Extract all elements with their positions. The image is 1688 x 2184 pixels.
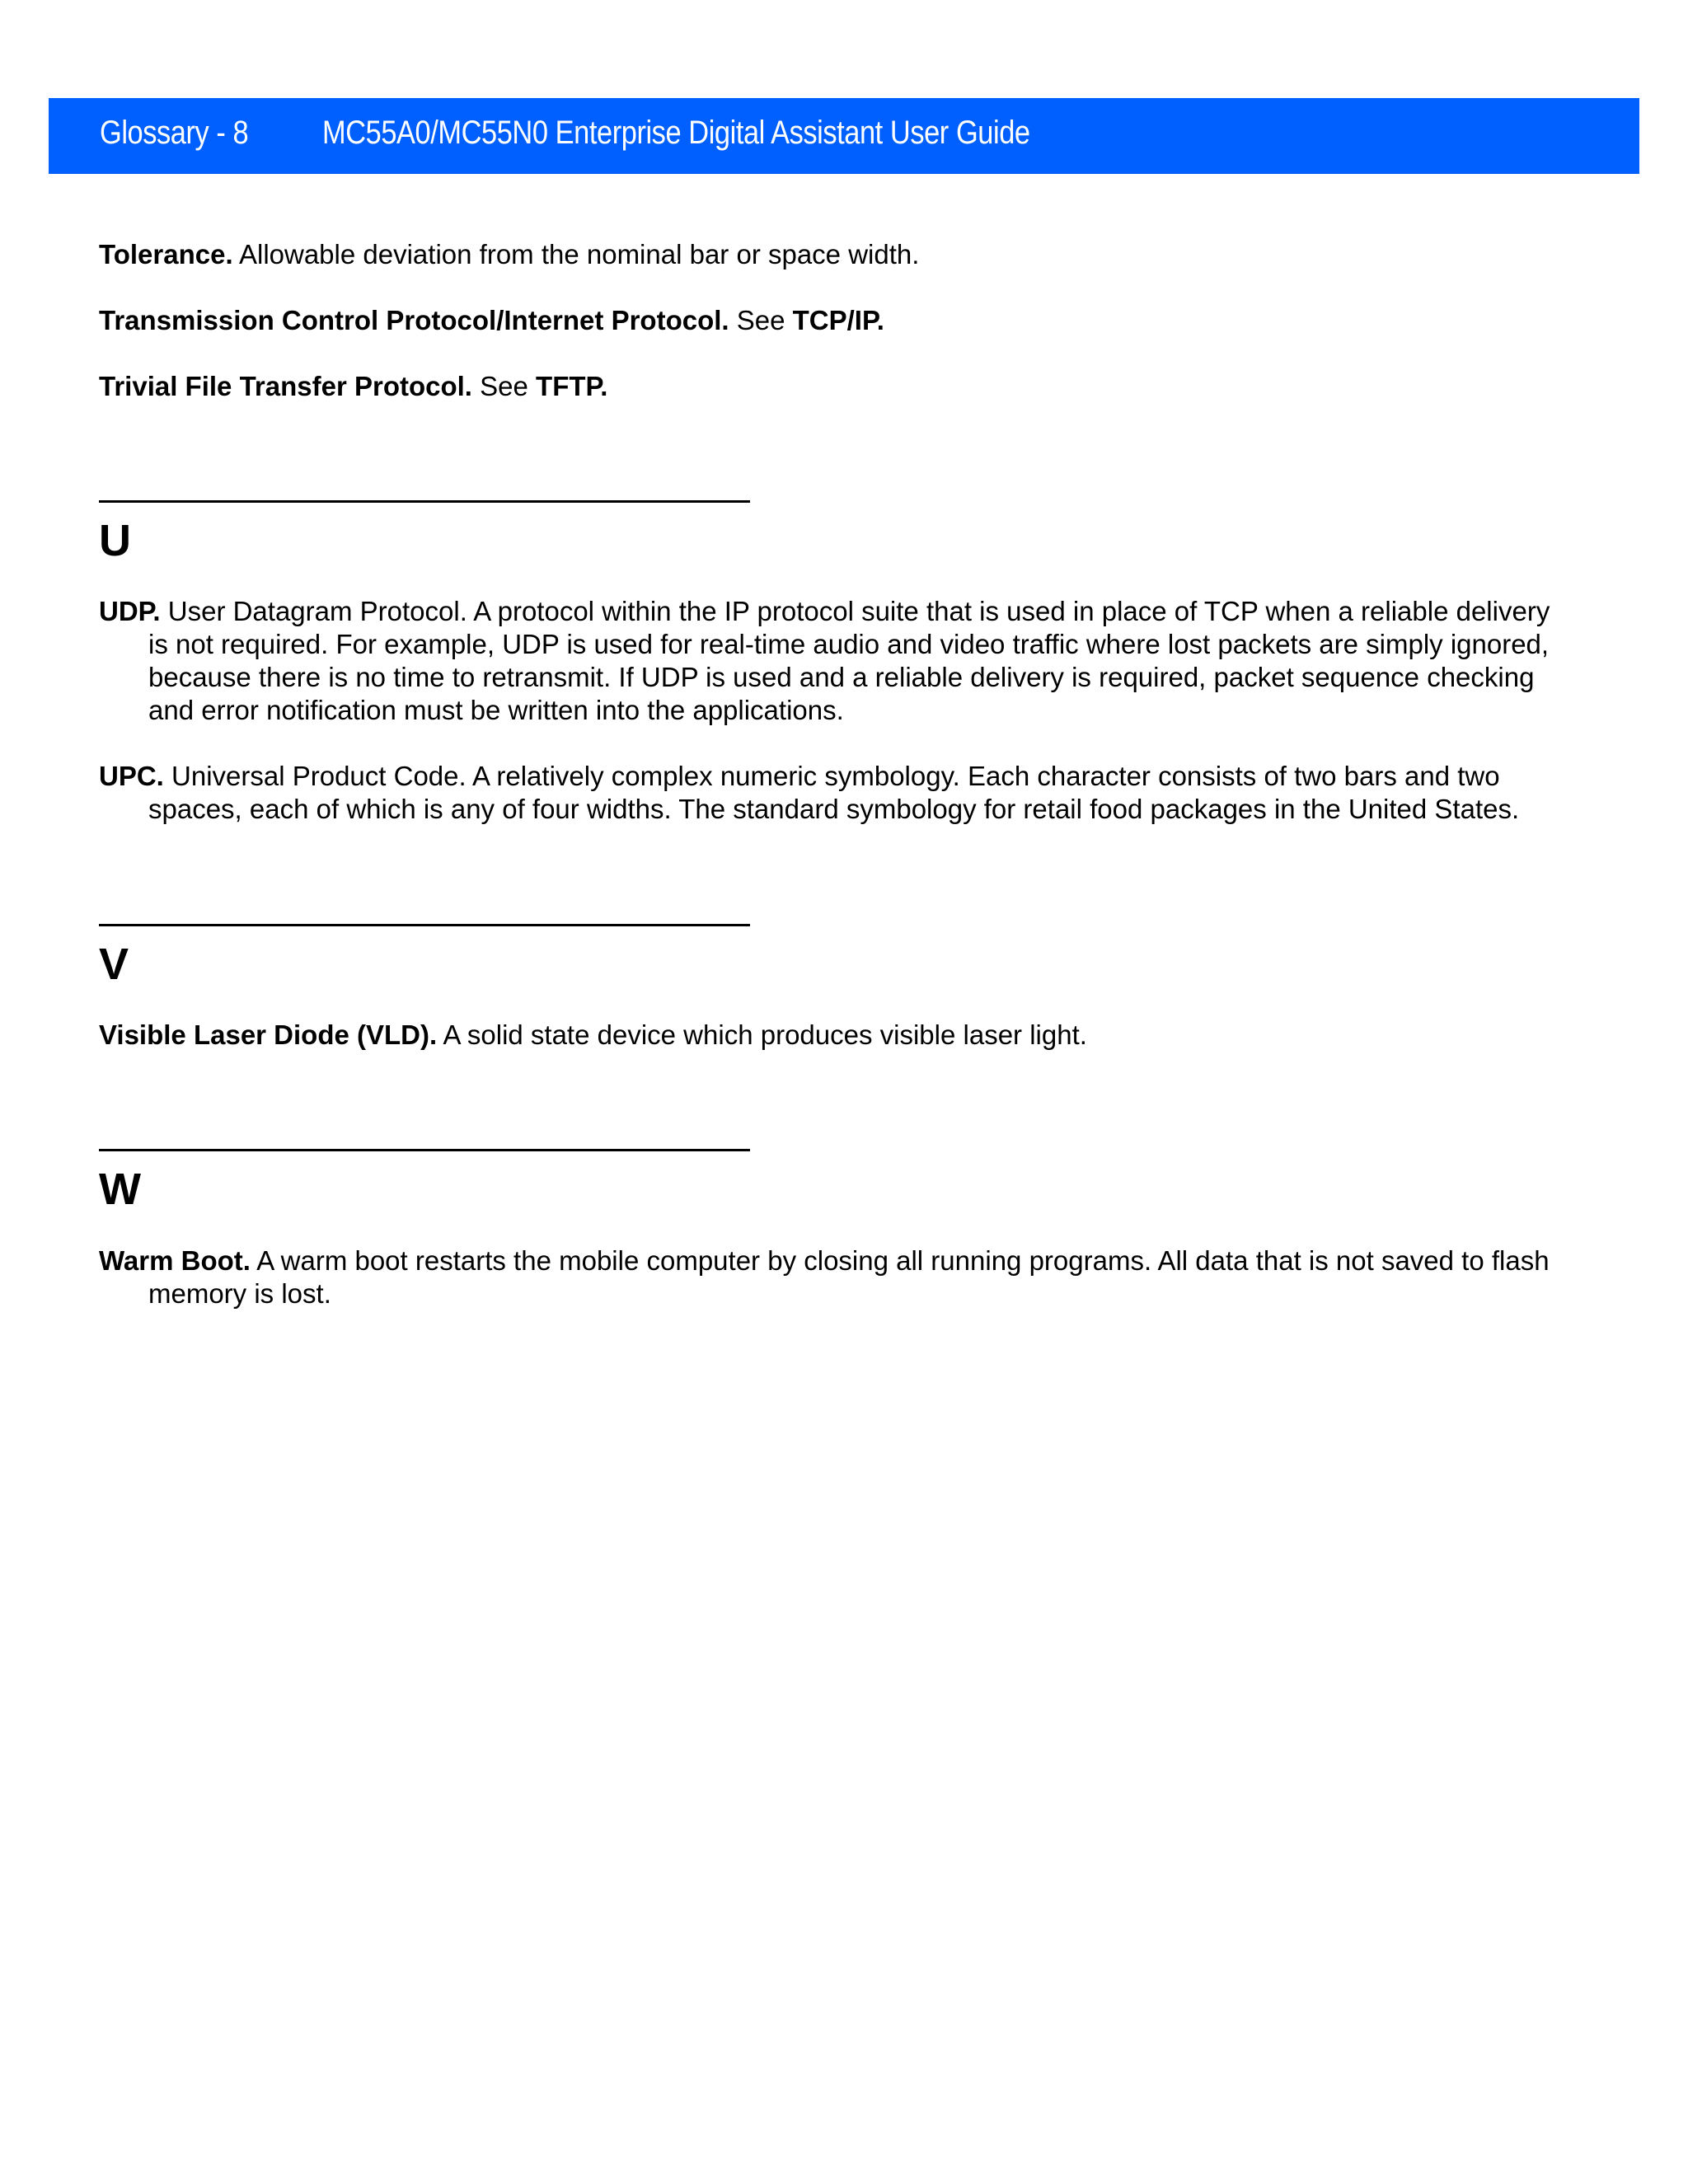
glossary-term: Transmission Control Protocol/Internet Protocol. [99, 305, 729, 335]
glossary-entry-udp [99, 595, 1566, 727]
glossary-definition: See [729, 305, 793, 335]
glossary-term: Tolerance. [99, 239, 233, 269]
glossary-term: UDP. [99, 596, 161, 626]
page-header [49, 98, 1639, 174]
glossary-definition: Universal Product Code. A relatively complex numeric symbology. Each character consists of two bars and two spaces, each of which is any of four widths. The standard symbology for retail food packages in the United States. [148, 761, 1520, 824]
glossary-term: UPC. [99, 761, 164, 791]
section-divider-u [99, 500, 750, 503]
header-document-title: MC55A0/MC55N0 Enterprise Digital Assistant User Guide [322, 115, 1030, 151]
glossary-term: Warm Boot. [99, 1245, 251, 1276]
section-letter-u: U [99, 516, 131, 565]
section-divider-w [99, 1149, 750, 1151]
section-letter-v: V [99, 940, 129, 989]
glossary-term: Visible Laser Diode (VLD). [99, 1019, 438, 1050]
glossary-entry-warm-boot [99, 1244, 1566, 1310]
glossary-cross-reference: TFTP. [536, 371, 608, 401]
glossary-entry-tolerance [99, 238, 1566, 271]
glossary-entry-tftp-long [99, 370, 1566, 403]
glossary-definition: User Datagram Protocol. A protocol within the IP protocol suite that is used in place of TCP when a reliable delivery is not required. For example, UDP is used for real-time audio and video traffic where lost packets are simply ignored, because there is no time to retransmit. If UDP is used and a reliable delivery is required, packet sequence checking and error notification must be written into the applications. [148, 596, 1550, 725]
glossary-definition: A solid state device which produces visible laser light. [437, 1019, 1087, 1050]
glossary-definition: Allowable deviation from the nominal bar or space width. [232, 239, 920, 269]
glossary-entry-upc [99, 760, 1566, 826]
glossary-definition: A warm boot restarts the mobile computer by closing all running programs. All data that is not saved to flash memory is lost. [148, 1245, 1550, 1309]
glossary-definition: See [471, 371, 537, 401]
glossary-term: Trivial File Transfer Protocol. [99, 371, 472, 401]
section-divider-v [99, 924, 750, 926]
glossary-cross-reference: TCP/IP. [792, 305, 884, 335]
section-letter-w: W [99, 1165, 141, 1214]
glossary-entry-vld [99, 1019, 1566, 1052]
header-page-number: Glossary - 8 [100, 115, 249, 151]
glossary-entry-tcpip-long [99, 304, 1566, 337]
